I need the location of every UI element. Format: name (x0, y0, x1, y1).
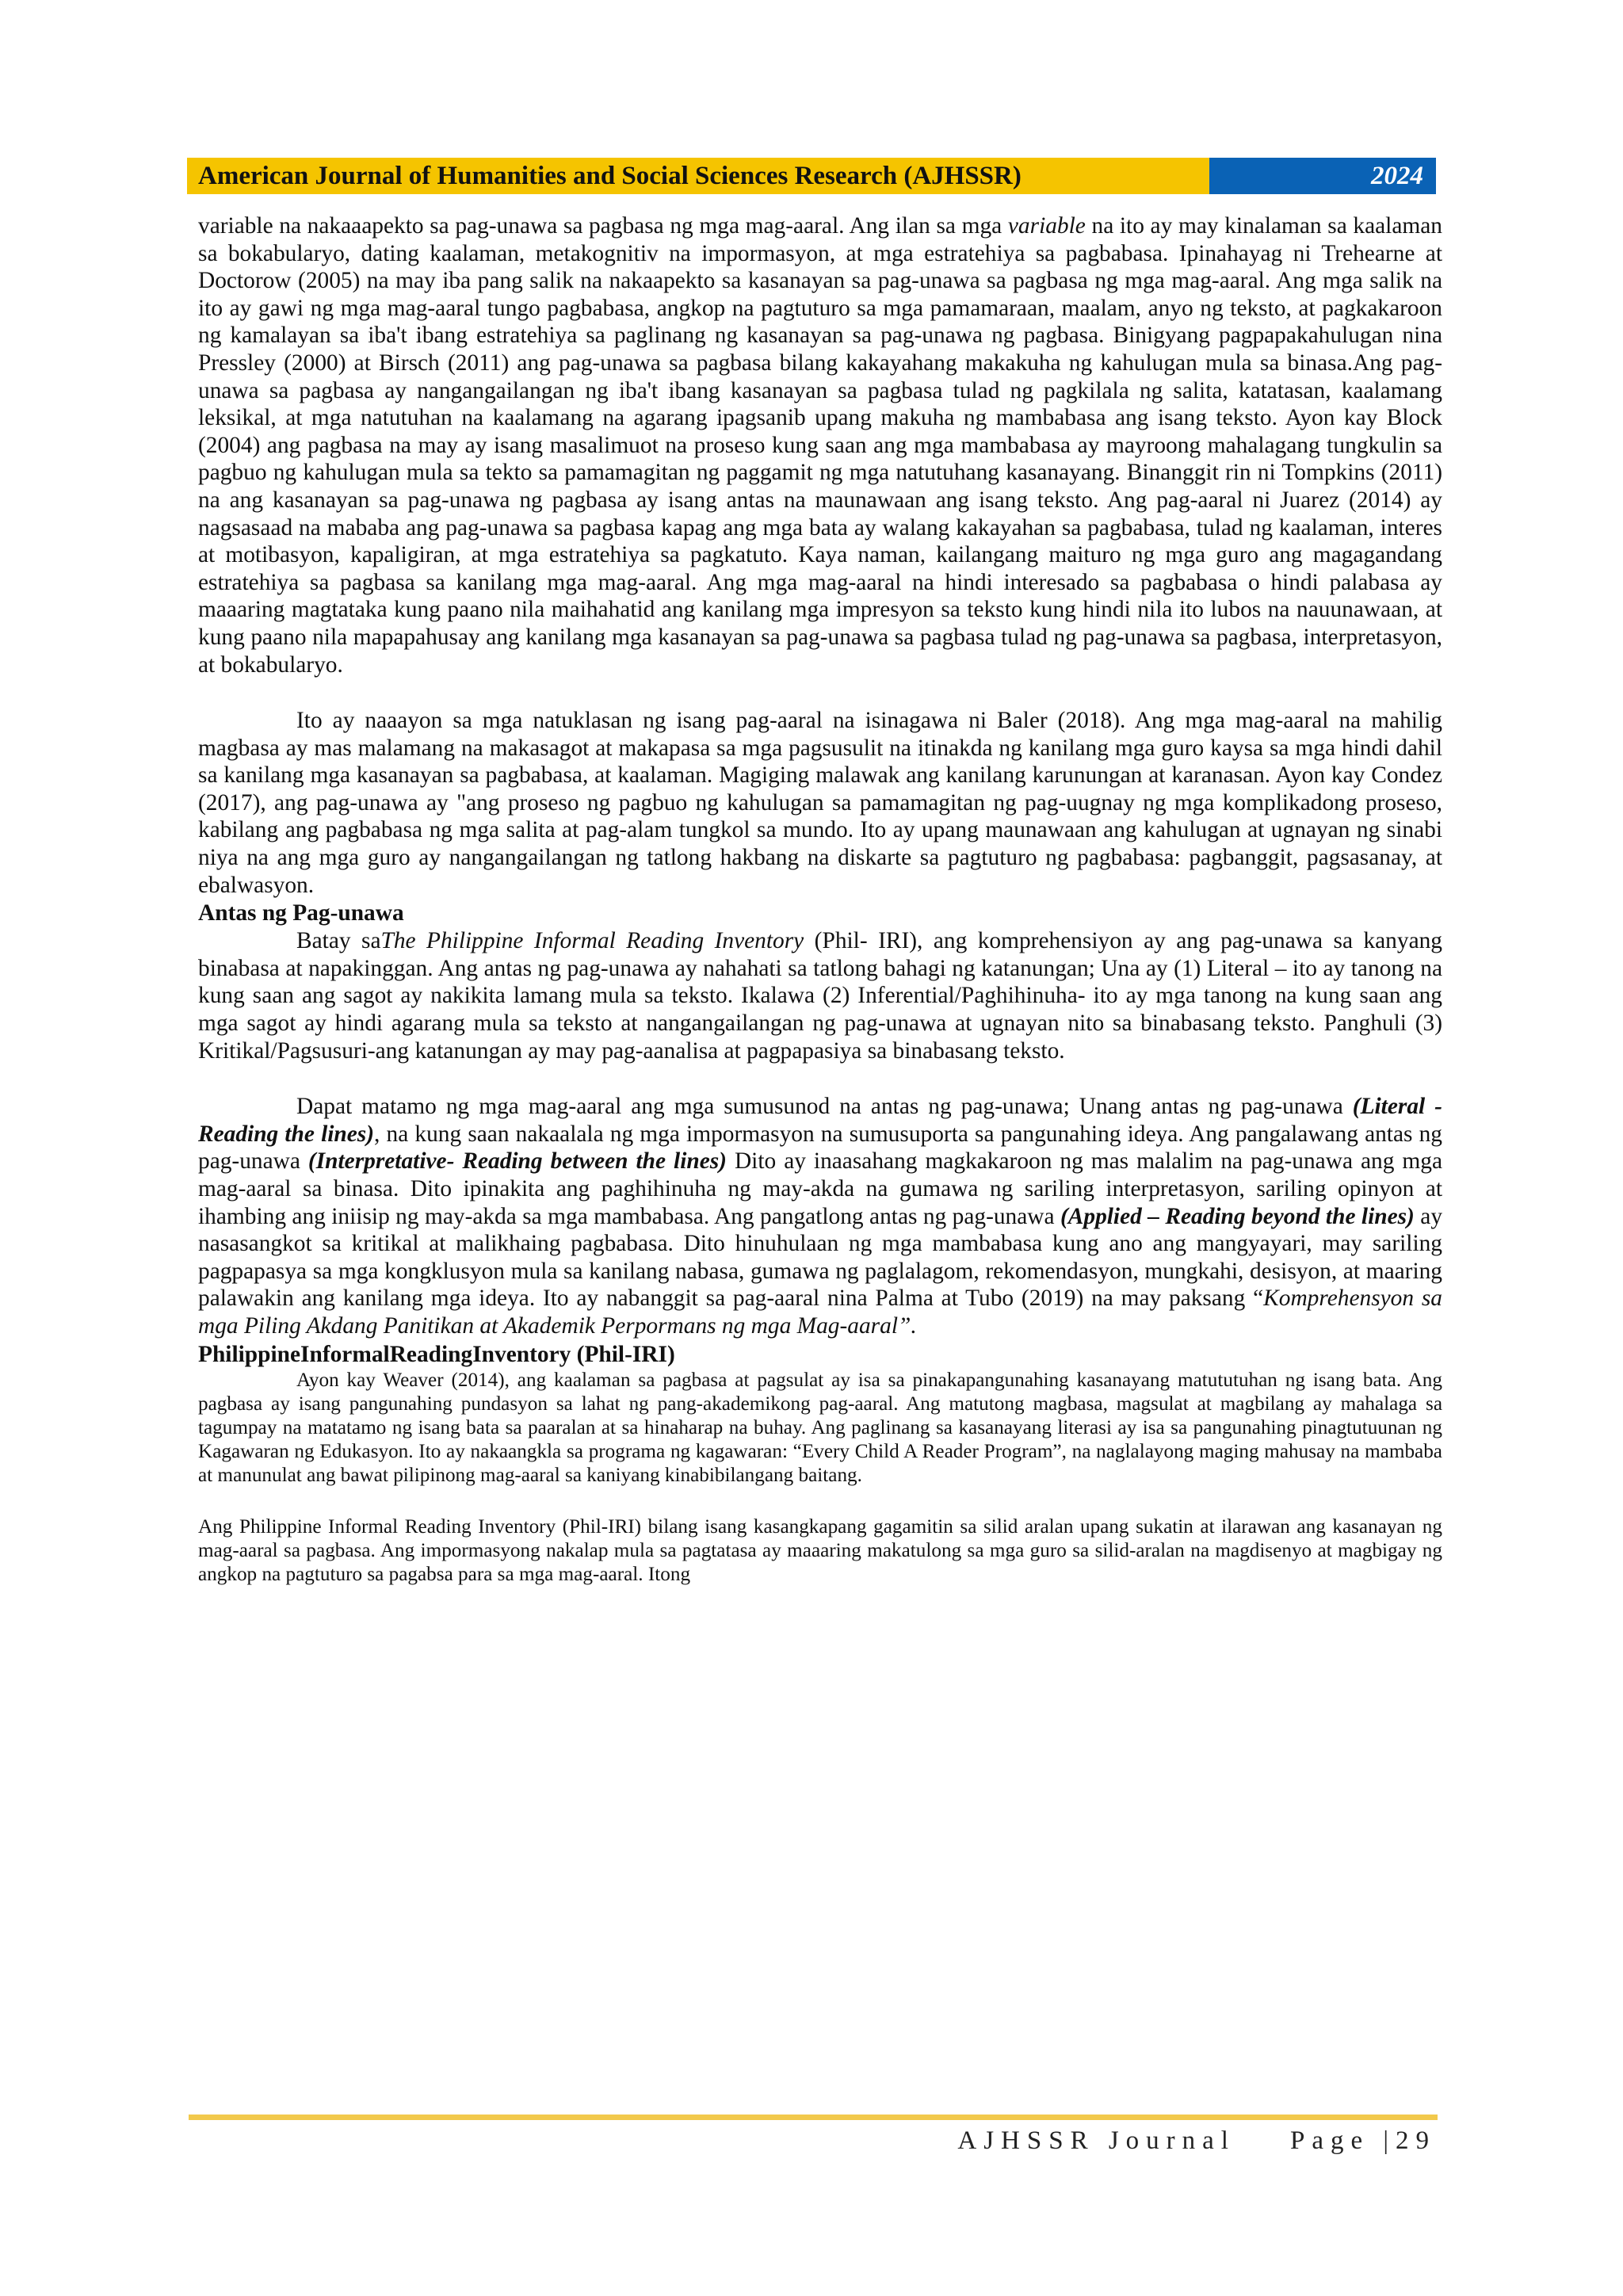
paragraph-2: Ito ay naaayon sa mga natuklasan ng isang pag-aaral na isinagawa ni Baler (2018). Ang mga mag-aaral na mahilig magbasa ay mas malamang na makasagot at makapasa sa mga pagsusulit na itinakda ng kanilang mga guro kaysa sa mga hindi dahil sa kanilang mga kasanayan sa pagbabasa, at kaalaman. Magiging malawak ang kanilang karunungan at karanasan. Ayon kay Condez (2017), ang pag-unawa ay "ang proseso ng pagbuo ng kahulugan sa pamamagitan ng pag-uugnay ng mga komplikadong proseso, kabilang ang pagbabasa ng mga salita at pag-alam tungkol sa mundo. Ito ay upang maunawaan ang kahulugan at ugnayan ng sinabi niya na ang mga guro ay nangangailangan ng tatlong hakbang na diskarte sa pagtuturo ng pagbabasa: pagbanggit, pagsasanay, at ebalwasyon. (198, 708, 1442, 898)
paragraph-4-applied-level: (Applied – Reading beyond the lines) (1060, 1203, 1415, 1229)
journal-title: American Journal of Humanities and Social Sciences Research (AJHSSR) (187, 158, 1209, 194)
paragraph-6: Ang Philippine Informal Reading Inventory (Phil-IRI) bilang isang kasangkapang gagamitin sa silid aralan upang sukatin at ilarawan ang kasanayan ng mag-aaral sa pagbasa. Ang impormasyong nakalap mula sa pagtatasa ay maaaring makatulong sa mga guro sa silid-aralan na magdisenyo at magbigay ng angkop na pagtuturo sa pagabsa para sa mga mag-aaral. Itong (198, 1515, 1442, 1585)
paragraph-3-text-c: (Phil- IRI), ang komprehensiyon ay ang pag-unawa sa kanyang binabasa at napakinggan. Ang antas ng pag-unawa ay nahahati sa tatlong bahagi ng katanungan; Una ay (1) Literal – ito ay tanong na kung saan ang sagot ay nakikita lamang mula sa teksto. Ikalawa (2) Inferential/Paghihinuha- ito ay mga tanong na kung saan ang mga sagot ay hindi agarang mula sa teksto at nangangailangan ng pag-unawa at ugnayan nito sa binabasang teksto. Panghuli (3) Kritikal/Pagsusuri-ang katanungan ay may pag-aanalisa at pagpapasiya sa binabasang teksto. (198, 928, 1443, 1064)
paragraph-4-text-g: ay nasasangkot sa kritikal at malikhaing pagbabasa. Dito hinuhulaan ng mga mambabasa kung ano ang mangyayari, may sariling pagpapasya sa mga kongklusyon mula sa kanilang nabasa, gumawa ng paglalagom, rekomendasyon, mungkahi, desisyon, at maaring palawakin ang kanilang mga ideya. Ito ay nabanggit sa pag-aaral nina Palma at Tubo (2019) na may paksang “ (198, 1203, 1443, 1312)
page-footer (957, 2126, 1436, 2156)
paragraph-4-literal-level: (Literal - Reading the lines) (198, 1094, 1442, 1147)
journal-header (187, 158, 1436, 194)
paragraph-1 (198, 212, 1442, 678)
section-heading-phil-iri: PhilippineInformalReadingInventory (Phil-IRI) (198, 1341, 675, 1367)
paragraph-4-text-a: Dapat matamo ng mga mag-aaral ang mga sumusunod na antas ng pag-unawa; Unang antas ng pag-unawa (296, 1094, 1353, 1120)
footer-divider (189, 2115, 1438, 2120)
footer-page-number: Page |29 (1289, 2126, 1436, 2155)
paragraph-1-text-a: variable na nakaaapekto sa pag-unawa sa pagbasa ng mga mag-aaral. Ang ilan sa mga (198, 213, 1008, 239)
article-body (198, 212, 1442, 1587)
footer-journal: AJHSSR Journal (957, 2126, 1235, 2155)
paragraph-4-text-c: , na kung saan nakaalala ng mga impormasyon na sumusuporta sa pangunahing ideya. Ang pangalawang antas ng pag-unawa (198, 1121, 1442, 1175)
paragraph-5: Ayon kay Weaver (2014), ang kaalaman sa pagbasa at pagsulat ay isa sa pinakapangunahing kasanayang matututuhan ng isang bata. Ang pagbasa ay isang pangunahing pundasyon sa lahat ng pang-akademikong pag-aaral. Ang matutong magbasa, magsulat at magbilang ay mahalaga sa tagumpay na matatamo ng isang bata sa paaralan at sa hinaharap na buhay. Ang paglinang sa kasanayang literasi ay isa sa pangunahing pinagtutuunan ng Kagawaran ng Edukasyon. Ito ay nakaangkla sa programa ng kagawaran: “Every Child A Reader Program”, na naglalayong maging mahusay na mambaba at manunulat ang bawat pilipinong mag-aaral sa kaniyang kinabibilangang baitang. (198, 1369, 1442, 1487)
paragraph-4 (198, 1093, 1442, 1339)
paragraph-4-italic-study-title: Komprehensyon sa mga Piling Akdang Panitikan at Akademik Perpormans ng mga Mag-aaral”. (198, 1286, 1443, 1339)
paragraph-3-italic-title: The Philippine Informal Reading Inventory (380, 928, 804, 954)
section-heading-antas: Antas ng Pag-unawa (198, 900, 404, 926)
journal-year: 2024 (1209, 158, 1436, 194)
paragraph-3 (198, 927, 1442, 1064)
paragraph-1-text-c: na ito ay may kinalaman sa kaalaman sa bokabularyo, dating kaalaman, metakognitiv na impormasyon, at mga estratehiya sa pagbabasa. Ipinahayag ni Trehearne at Doctorow (2005) na may iba pang salik na nakaapekto sa kasanayan sa pag-unawa sa pagbasa ng mga mag-aaral. Ang mga salik na ito ay gawi ng mga mag-aaral tungo pagbabasa, angkop na pagtuturo sa mga pamamaraan, maalam, anyo ng teksto, at pagkakaroon ng kamalayan sa iba't ibang estratehiya sa paglinang ng kasanayan sa pag-unawa ng pagbasa. Binigyang pagpapakahulugan nina Pressley (2000) at Birsch (2011) ang pag-unawa sa pagbasa bilang kakayahang makakuha ng kahulugan mula sa binasa.Ang pag-unawa sa pagbasa ay nangangailangan ng iba't ibang kasanayan sa pagbasa tulad ng pagkilala ng salita, katatasan, kaalamang leksikal, at mga natutuhan na kaalamang na agarang ipagsanib upang makuha ng mambabasa ang isang teksto. Ayon kay Block (2004) ang pagbasa na may ay isang masalimuot na proseso kung saan ang mga mambabasa ay mayroong mahalagang tungkulin sa pagbuo ng kahulugan mula sa tekto sa pamamagitan ng paggamit ng mga natutuhang kasanayang. Binanggit rin ni Tompkins (2011) na ang kasanayan sa pag-unawa ng pagbasa ay isang antas na maunawaan ang isang teksto. Ang pag-aaral ni Juarez (2014) ay nagsasaad na mababa ang pag-unawa sa pagbasa kapag ang mga bata ay walang kakayahan sa pagbabasa, tulad ng kaalaman, interes at motibasyon, kapaligiran, at mga estratehiya sa pagkatuto. Kaya naman, kailangang maituro ng mga guro ang magagandang estratehiya sa pagbasa sa kanilang mga mag-aaral. Ang mga mag-aaral na hindi interesado sa pagbabasa o hindi palabasa ay maaaring magtataka kung paano nila maihahatid ang kanilang mga impresyon sa teksto kung hindi nila ito lubos na nauunawaan, at kung paano nila mapapahusay ang kanilang mga kasanayan sa pag-unawa sa pagbasa tulad ng pag-unawa sa pagbasa, interpretasyon, at bokabularyo. (198, 213, 1442, 678)
paragraph-4-text-e: Dito ay inaasahang magkakaroon ng mas malalim na pag-unawa ang mga mag-aaral sa binasa. Dito ipinakita ang paghihinuha ng may-akda na gumawa ng sariling interpretasyon, sariling opinyon at ihambing ang iniisip ng may-akda sa mga mambabasa. Ang pangatlong antas ng pag-unawa (198, 1148, 1442, 1229)
paragraph-1-italic-variable: variable (1007, 213, 1086, 239)
paragraph-4-interpretative-level: (Interpretative- Reading between the lines) (307, 1148, 727, 1175)
paragraph-3-text-a: Batay sa (296, 928, 381, 954)
